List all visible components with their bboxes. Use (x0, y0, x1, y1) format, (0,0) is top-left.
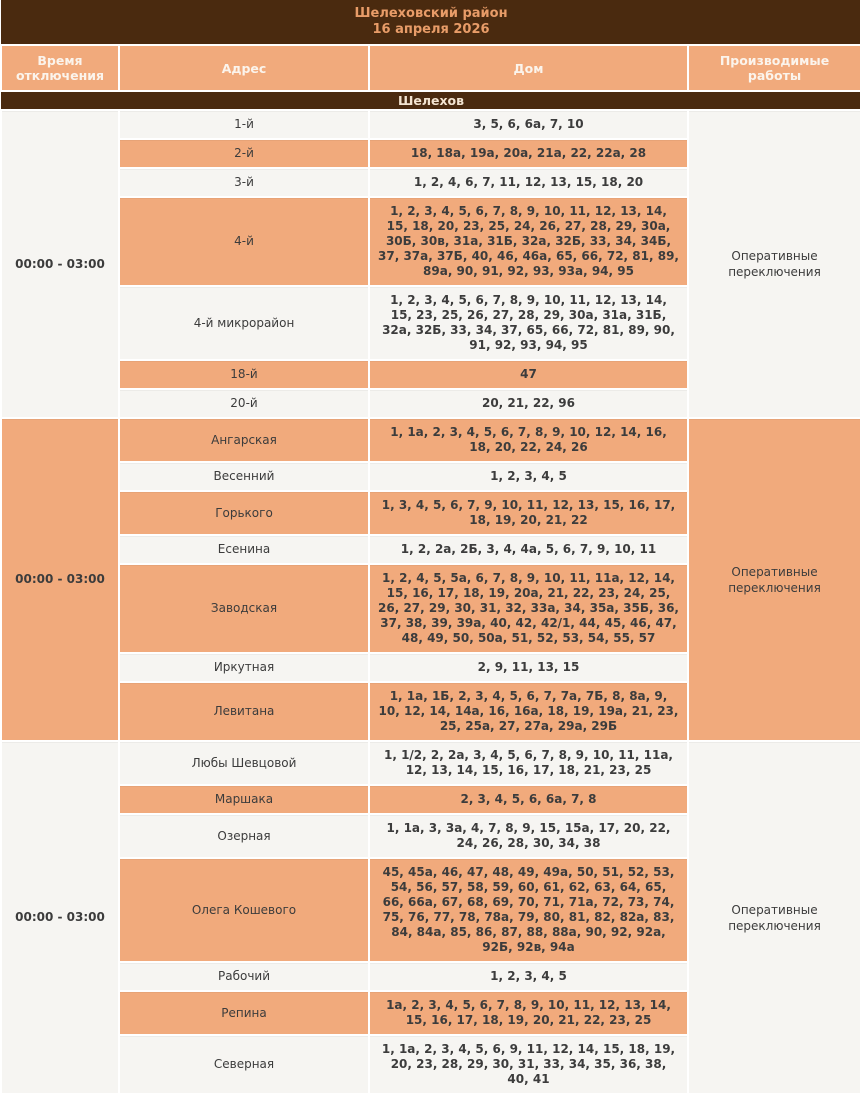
house-cell: 18, 18а, 19а, 20а, 21а, 22, 22а, 28 (369, 139, 688, 168)
address-cell: Олега Кошевого (119, 858, 369, 962)
house-cell: 1а, 2, 3, 4, 5, 6, 7, 8, 9, 10, 11, 12, 13, 14, 15, 16, 17, 18, 19, 20, 21, 22, 23, 25 (369, 991, 688, 1035)
house-cell: 1, 2, 3, 4, 5 (369, 462, 688, 491)
address-cell: 20-й (119, 389, 369, 418)
house-cell: 2, 3, 4, 5, 6, 6а, 7, 8 (369, 785, 688, 814)
house-cell: 20, 21, 22, 96 (369, 389, 688, 418)
section-row (1, 91, 860, 110)
house-cell: 1, 2, 2а, 2Б, 3, 4, 4а, 5, 6, 7, 9, 10, 11 (369, 535, 688, 564)
house-cell: 1, 3, 4, 5, 6, 7, 9, 10, 11, 12, 13, 15, 16, 17, 18, 19, 20, 21, 22 (369, 491, 688, 535)
table-row (1, 110, 860, 139)
time-cell: 00:00 - 03:00 (1, 418, 119, 741)
time-cell: 00:00 - 03:00 (1, 741, 119, 1094)
address-cell: Северная (119, 1035, 369, 1094)
date-subtitle: 16 апреля 2026 (372, 22, 490, 37)
column-header-works: Производимые работы (688, 45, 860, 91)
table-body (1, 110, 860, 1094)
table-row (1, 741, 860, 785)
house-cell: 1, 1а, 2, 3, 4, 5, 6, 7, 8, 9, 10, 12, 14, 16, 18, 20, 22, 24, 26 (369, 418, 688, 462)
address-cell: Горького (119, 491, 369, 535)
house-cell: 1, 1а, 1Б, 2, 3, 4, 5, 6, 7, 7а, 7Б, 8, 8а, 9, 10, 12, 14, 14а, 16, 16а, 18, 19, 19а, 21, 23, 25, 25а, 27, 27а, 29а, 29Б (369, 682, 688, 741)
address-cell: Есенина (119, 535, 369, 564)
address-cell: Левитана (119, 682, 369, 741)
column-header-address: Адрес (119, 45, 369, 91)
section-title: Шелехов (1, 91, 860, 110)
works-cell: Оперативные переключения (688, 741, 860, 1094)
house-cell: 1, 2, 4, 5, 5а, 6, 7, 8, 9, 10, 11, 11а, 12, 14, 15, 16, 17, 18, 19, 20а, 21, 22, 23, 24, 25, 26, 27, 29, 30, 31, 32, 33а, 34, 35а, 35Б, 36, 37, 38, 39, 39а, 40, 42, 42/1, 44, 45, 46, 47, 48, 49, 50, 50а, 51, 52, 53, 54, 55, 57 (369, 564, 688, 653)
address-cell: Любы Шевцовой (119, 741, 369, 785)
address-cell: 1-й (119, 110, 369, 139)
address-cell: Заводская (119, 564, 369, 653)
address-cell: Маршака (119, 785, 369, 814)
works-cell: Оперативные переключения (688, 418, 860, 741)
house-cell: 1, 2, 3, 4, 5, 6, 7, 8, 9, 10, 11, 12, 13, 14, 15, 23, 25, 26, 27, 28, 29, 30а, 31а, 31Б, 32а, 32Б, 33, 34, 37, 65, 66, 72, 81, 89, 90, 91, 92, 93, 94, 95 (369, 286, 688, 360)
house-cell: 1, 1/2, 2, 2а, 3, 4, 5, 6, 7, 8, 9, 10, 11, 11а, 12, 13, 14, 15, 16, 17, 18, 21, 23, 25 (369, 741, 688, 785)
column-header-house: Дом (369, 45, 688, 91)
house-cell: 3, 5, 6, 6а, 7, 10 (369, 110, 688, 139)
house-cell: 45, 45а, 46, 47, 48, 49, 49а, 50, 51, 52, 53, 54, 56, 57, 58, 59, 60, 61, 62, 63, 64, 65, 66, 66а, 67, 68, 69, 70, 71, 71а, 72, 73, 74, 75, 76, 77, 78, 78а, 79, 80, 81, 82, 82а, 83, 84, 84а, 85, 86, 87, 88, 88а, 90, 92, 92а, 92Б, 92в, 94а (369, 858, 688, 962)
address-cell: Озерная (119, 814, 369, 858)
address-cell: 4-й (119, 197, 369, 286)
house-cell: 1, 2, 4, 6, 7, 11, 12, 13, 15, 18, 20 (369, 168, 688, 197)
address-cell: 3-й (119, 168, 369, 197)
time-cell: 00:00 - 03:00 (1, 110, 119, 418)
address-cell: 2-й (119, 139, 369, 168)
address-cell: Весенний (119, 462, 369, 491)
house-cell: 1, 1а, 3, 3а, 4, 7, 8, 9, 15, 15а, 17, 20, 22, 24, 26, 28, 30, 34, 38 (369, 814, 688, 858)
column-header-row (1, 45, 860, 91)
address-cell: 4-й микрорайон (119, 286, 369, 360)
works-cell: Оперативные переключения (688, 110, 860, 418)
title-row (1, 0, 860, 45)
address-cell: Репина (119, 991, 369, 1035)
district-title: Шелеховский район (354, 6, 508, 21)
address-cell: Иркутная (119, 653, 369, 682)
address-cell: 18-й (119, 360, 369, 389)
house-cell: 1, 1а, 2, 3, 4, 5, 6, 9, 11, 12, 14, 15, 18, 19, 20, 23, 28, 29, 30, 31, 33, 34, 35, 36, 38, 40, 41 (369, 1035, 688, 1094)
column-header-time: Время отключения (1, 45, 119, 91)
house-cell: 1, 2, 3, 4, 5, 6, 7, 8, 9, 10, 11, 12, 13, 14, 15, 18, 20, 23, 25, 24, 26, 27, 28, 29, 30а, 30Б, 30в, 31а, 31Б, 32а, 32Б, 33, 34, 34Б, 37, 37а, 37Б, 40, 46, 46а, 65, 66, 72, 81, 89, 89а, 90, 91, 92, 93, 93а, 94, 95 (369, 197, 688, 286)
house-cell: 2, 9, 11, 13, 15 (369, 653, 688, 682)
house-cell: 47 (369, 360, 688, 389)
table-row (1, 418, 860, 462)
address-cell: Рабочий (119, 962, 369, 991)
house-cell: 1, 2, 3, 4, 5 (369, 962, 688, 991)
table-title (1, 0, 860, 45)
address-cell: Ангарская (119, 418, 369, 462)
